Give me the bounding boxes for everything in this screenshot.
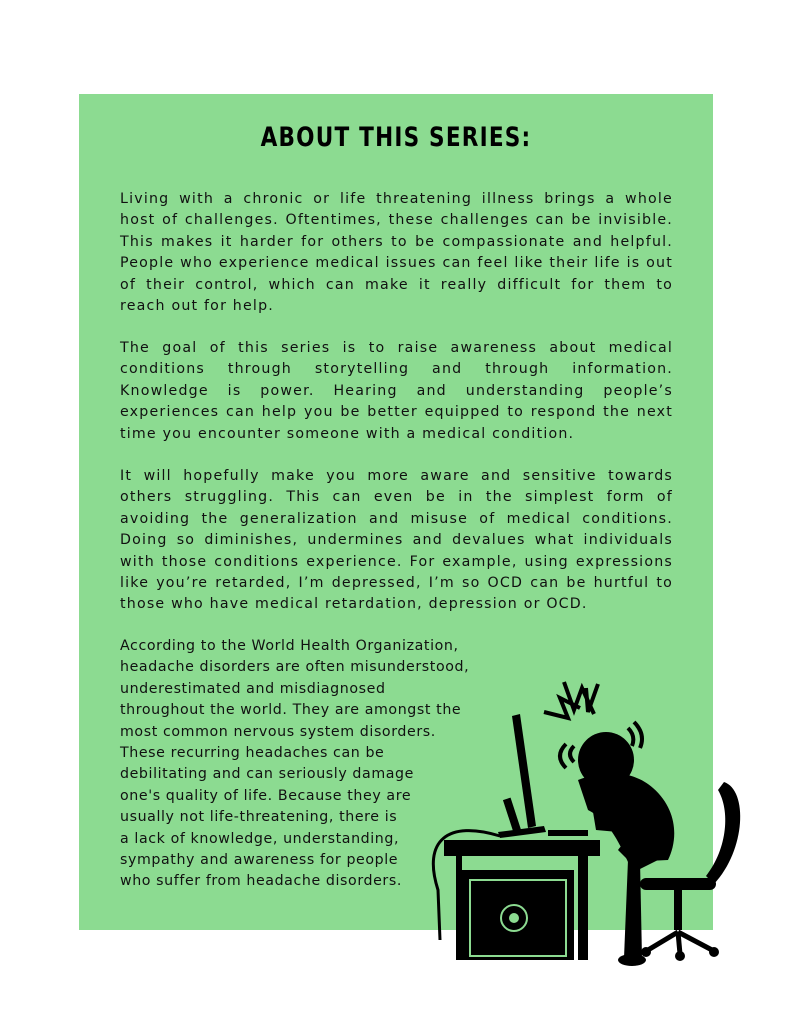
closing-line: According to the World Health Organization, <box>120 638 459 654</box>
closing-line: throughout the world. They are amongst the <box>120 702 462 719</box>
closing-line: headache disorders are often misunderstood, <box>120 659 470 676</box>
paragraph-intro: Living with a chronic or life threatening illness brings a whole host of challenges. Oftentimes, these challenges can be invisible. This makes it harder for others to be compassionate and helpful. People who experience medical issues can feel like their life is out of their control, which can make it really difficult for them to reach out for help. <box>120 191 673 315</box>
paragraph-who-headache <box>120 636 469 893</box>
desk-icon <box>444 840 600 960</box>
closing-line: who suffer from headache disorders. <box>120 873 402 890</box>
closing-line: a lack of knowledge, understanding, <box>120 830 400 847</box>
closing-line: one's quality of life. Because they are <box>120 787 412 804</box>
paragraph-goal: The goal of this series is to raise awareness about medical conditions through storytelling and through information. Knowledge is power. Hearing and understanding people’s experiences can help you be better equipped to respond the next time you encounter someone with a medical condition. <box>120 340 673 442</box>
closing-line: underestimated and misdiagnosed <box>120 680 386 697</box>
stressed-person-at-computer-icon <box>428 670 758 970</box>
closing-line: sympathy and awareness for people <box>120 852 399 869</box>
page-title: ABOUT THIS SERIES: <box>260 122 532 153</box>
monitor-icon <box>498 714 546 838</box>
closing-line: debilitating and can seriously damage <box>120 766 414 783</box>
closing-line: These recurring headaches can be <box>120 745 385 762</box>
paragraph-awareness: It will hopefully make you more aware and sensitive towards others struggling. This can even be in the simplest form of avoiding the generalization and misuse of medical conditions. Doing so diminishes, undermines and devalues what individuals with those conditions experience. For example, using expressions like you’re retarded, I’m depressed, I’m so OCD can be hurtful to those who have medical retardation, depression or OCD. <box>120 468 673 613</box>
closing-line: usually not life-threatening, there is <box>120 809 398 826</box>
closing-line: most common nervous system disorders. <box>120 723 436 740</box>
